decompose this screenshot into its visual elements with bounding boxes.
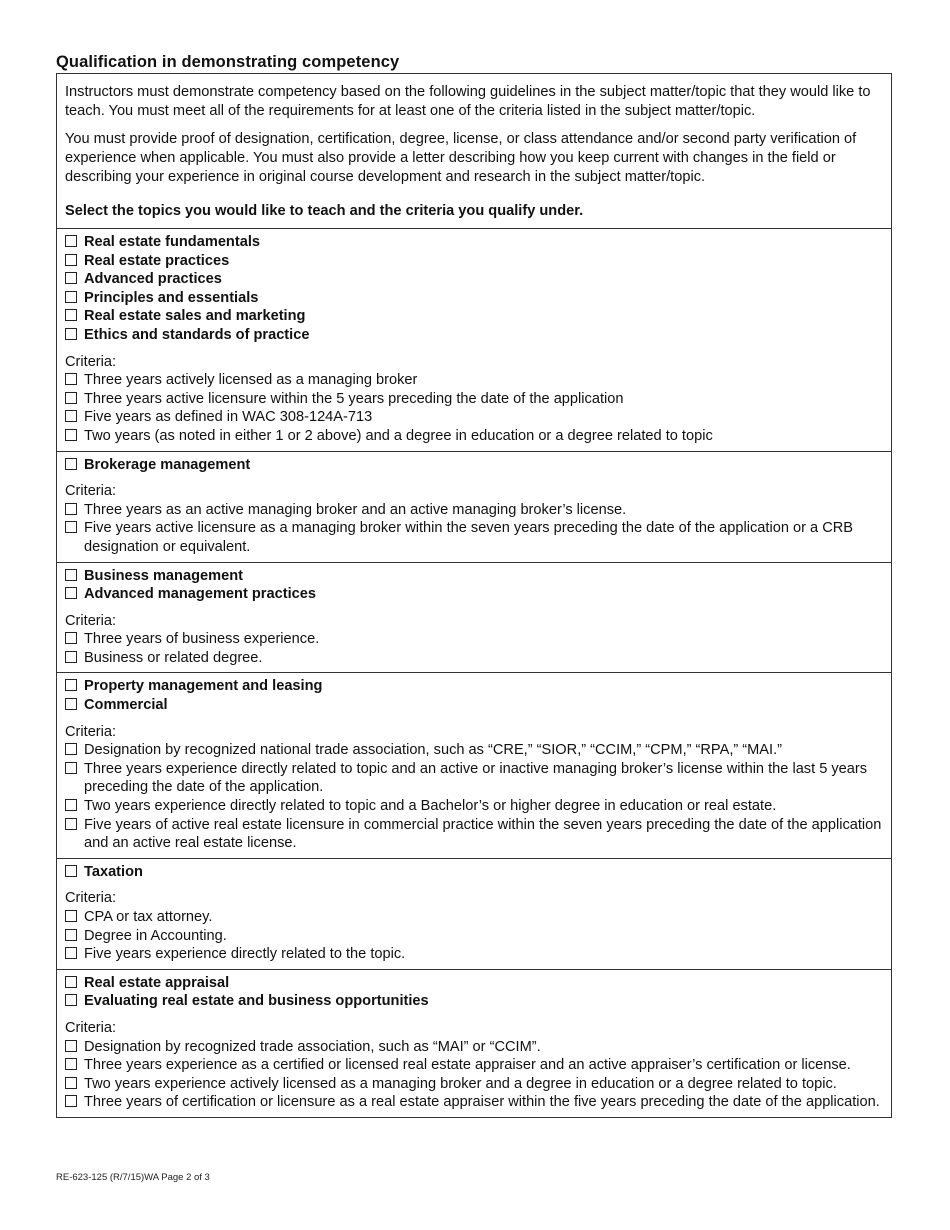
- topic-label: Business management: [84, 567, 243, 584]
- criteria-text: Three years actively licensed as a managing broker: [84, 372, 418, 389]
- criteria-checkbox[interactable]: [65, 1095, 77, 1107]
- criteria-checkbox[interactable]: [65, 410, 77, 422]
- topic-checkbox[interactable]: [65, 976, 77, 988]
- topic-checkbox[interactable]: [65, 328, 77, 340]
- criteria-option[interactable]: [65, 945, 883, 964]
- topic-checkbox[interactable]: [65, 587, 77, 599]
- criteria-label: Criteria:: [65, 890, 117, 907]
- topic-label: Real estate sales and marketing: [84, 308, 306, 325]
- topic-section-4: [57, 673, 891, 858]
- criteria-checkbox[interactable]: [65, 1040, 77, 1052]
- topic-checkbox[interactable]: [65, 679, 77, 691]
- criteria-text: Designation by recognized trade association, such as “MAI” or “CCIM”.: [84, 1038, 541, 1055]
- criteria-label: Criteria:: [65, 1019, 117, 1036]
- criteria-text: Three years as an active managing broker and an active managing broker’s license.: [84, 501, 627, 518]
- topic-label: Taxation: [84, 863, 143, 880]
- topic-option[interactable]: [65, 992, 883, 1011]
- topic-section-3: [57, 563, 891, 674]
- criteria-checkbox[interactable]: [65, 818, 77, 830]
- criteria-text: Three years experience as a certified or licensed real estate appraiser and an active appraiser’s certification or license.: [84, 1057, 851, 1074]
- criteria-text: Five years as defined in WAC 308-124A-713: [84, 409, 373, 426]
- topic-checkbox[interactable]: [65, 698, 77, 710]
- topic-checkbox[interactable]: [65, 865, 77, 877]
- topic-section-1: [57, 229, 891, 452]
- intro-paragraph-1: Instructors must demonstrate competency based on the following guidelines in the subject matter/topic that they would like to teach. You must meet all of the requirements for at least one of the criteria listed in the subject matter/topic.: [65, 84, 871, 119]
- criteria-option[interactable]: [65, 927, 883, 946]
- criteria-text: Three years of certification or licensure as a real estate appraiser within the five years preceding the date of the application.: [84, 1094, 880, 1111]
- topic-label: Advanced management practices: [84, 586, 316, 603]
- topic-checkbox[interactable]: [65, 291, 77, 303]
- topic-label: Brokerage management: [84, 456, 251, 473]
- criteria-checkbox[interactable]: [65, 743, 77, 755]
- criteria-option[interactable]: [65, 519, 883, 556]
- topic-checkbox[interactable]: [65, 458, 77, 470]
- criteria-checkbox[interactable]: [65, 910, 77, 922]
- form-footer: RE-623-125 (R/7/15)WA Page 2 of 3: [56, 1172, 210, 1183]
- criteria-option[interactable]: [65, 1056, 883, 1075]
- criteria-option[interactable]: [65, 408, 883, 427]
- criteria-text: Two years experience actively licensed as a managing broker and a degree in education or a degree related to topic.: [84, 1075, 837, 1092]
- criteria-checkbox[interactable]: [65, 947, 77, 959]
- topic-option[interactable]: [65, 863, 883, 882]
- topic-checkbox[interactable]: [65, 309, 77, 321]
- topic-checkbox[interactable]: [65, 254, 77, 266]
- criteria-option[interactable]: [65, 908, 883, 927]
- qualification-form: [56, 73, 892, 1118]
- topic-option[interactable]: [65, 696, 883, 715]
- criteria-text: Designation by recognized national trade association, such as “CRE,” “SIOR,” “CCIM,” “CPM,” “RPA,” “MAI.”: [84, 742, 783, 759]
- criteria-checkbox[interactable]: [65, 1077, 77, 1089]
- topic-section-2: [57, 452, 891, 563]
- topic-label: Real estate practices: [84, 252, 230, 269]
- topic-checkbox[interactable]: [65, 569, 77, 581]
- criteria-checkbox[interactable]: [65, 373, 77, 385]
- topic-option[interactable]: [65, 326, 883, 345]
- criteria-option[interactable]: [65, 1038, 883, 1057]
- criteria-checkbox[interactable]: [65, 929, 77, 941]
- criteria-option[interactable]: [65, 1075, 883, 1094]
- topic-label: Evaluating real estate and business opportunities: [84, 993, 429, 1010]
- topic-label: Real estate appraisal: [84, 974, 230, 991]
- topic-option[interactable]: [65, 567, 883, 586]
- criteria-label: Criteria:: [65, 353, 117, 370]
- criteria-checkbox[interactable]: [65, 651, 77, 663]
- criteria-text: Two years (as noted in either 1 or 2 above) and a degree in education or a degree related to topic: [84, 427, 713, 444]
- topic-checkbox[interactable]: [65, 994, 77, 1006]
- criteria-option[interactable]: [65, 741, 883, 760]
- criteria-checkbox[interactable]: [65, 429, 77, 441]
- topic-option[interactable]: [65, 270, 883, 289]
- criteria-text: CPA or tax attorney.: [84, 909, 213, 925]
- topic-option[interactable]: [65, 233, 883, 252]
- topic-checkbox[interactable]: [65, 272, 77, 284]
- topic-sections: [57, 229, 891, 1117]
- intro-section: [57, 74, 891, 229]
- criteria-checkbox[interactable]: [65, 799, 77, 811]
- criteria-option[interactable]: [65, 816, 883, 853]
- criteria-checkbox[interactable]: [65, 632, 77, 644]
- criteria-option[interactable]: [65, 390, 883, 409]
- criteria-text: Five years experience directly related to the topic.: [84, 946, 406, 963]
- page-title: Qualification in demonstrating competency: [56, 53, 400, 71]
- criteria-checkbox[interactable]: [65, 521, 77, 533]
- topic-option[interactable]: [65, 289, 883, 308]
- topic-label: Advanced practices: [84, 271, 222, 288]
- topic-option[interactable]: [65, 252, 883, 271]
- criteria-option[interactable]: [65, 371, 883, 390]
- topic-label: Property management and leasing: [84, 678, 323, 695]
- criteria-option[interactable]: [65, 427, 883, 446]
- criteria-checkbox[interactable]: [65, 762, 77, 774]
- criteria-text: Three years of business experience.: [84, 631, 320, 648]
- topic-option[interactable]: [65, 456, 883, 475]
- topic-section-5: [57, 859, 891, 970]
- topic-section-6: [57, 970, 891, 1117]
- intro-paragraph-2: You must provide proof of designation, certification, degree, license, or class attendance and/or second party verification of experience when applicable. You must also provide a letter describing how you keep current with changes in the field or describing your experience in original course development and research in the subject matter/topic.: [65, 131, 857, 185]
- criteria-option[interactable]: [65, 649, 883, 668]
- topic-label: Ethics and standards of practice: [84, 326, 310, 343]
- criteria-option[interactable]: [65, 760, 883, 797]
- criteria-text: Degree in Accounting.: [84, 927, 227, 944]
- criteria-option[interactable]: [65, 1093, 883, 1112]
- criteria-checkbox[interactable]: [65, 503, 77, 515]
- criteria-label: Criteria:: [65, 612, 117, 629]
- criteria-text: Business or related degree.: [84, 649, 263, 666]
- criteria-text: Five years active licensure as a managing broker within the seven years preceding the date of the application or a CRB designation or equivalent.: [84, 520, 854, 555]
- criteria-text: Five years of active real estate licensure in commercial practice within the seven years preceding the date of the application and an active real estate license.: [84, 816, 882, 852]
- topic-option[interactable]: [65, 974, 883, 993]
- topic-option[interactable]: [65, 307, 883, 326]
- criteria-text: Two years experience directly related to topic and a Bachelor’s or higher degree in education or real estate.: [84, 798, 777, 815]
- criteria-checkbox[interactable]: [65, 392, 77, 404]
- criteria-text: Three years experience directly related to topic and an active or inactive managing broker’s license within the last 5 years preceding the date of the application.: [84, 760, 868, 796]
- criteria-label: Criteria:: [65, 483, 117, 500]
- topic-label: Commercial: [84, 697, 168, 714]
- criteria-option[interactable]: [65, 797, 883, 816]
- topic-option[interactable]: [65, 585, 883, 604]
- topic-label: Real estate fundamentals: [84, 234, 260, 250]
- criteria-label: Criteria:: [65, 723, 117, 740]
- criteria-text: Three years active licensure within the 5 years preceding the date of the application: [84, 390, 624, 407]
- criteria-checkbox[interactable]: [65, 1058, 77, 1070]
- criteria-option[interactable]: [65, 630, 883, 649]
- selection-instruction: Select the topics you would like to teach and the criteria you qualify under.: [65, 203, 584, 219]
- topic-checkbox[interactable]: [65, 235, 77, 247]
- topic-option[interactable]: [65, 677, 883, 696]
- criteria-option[interactable]: [65, 501, 883, 520]
- topic-label: Principles and essentials: [84, 289, 259, 306]
